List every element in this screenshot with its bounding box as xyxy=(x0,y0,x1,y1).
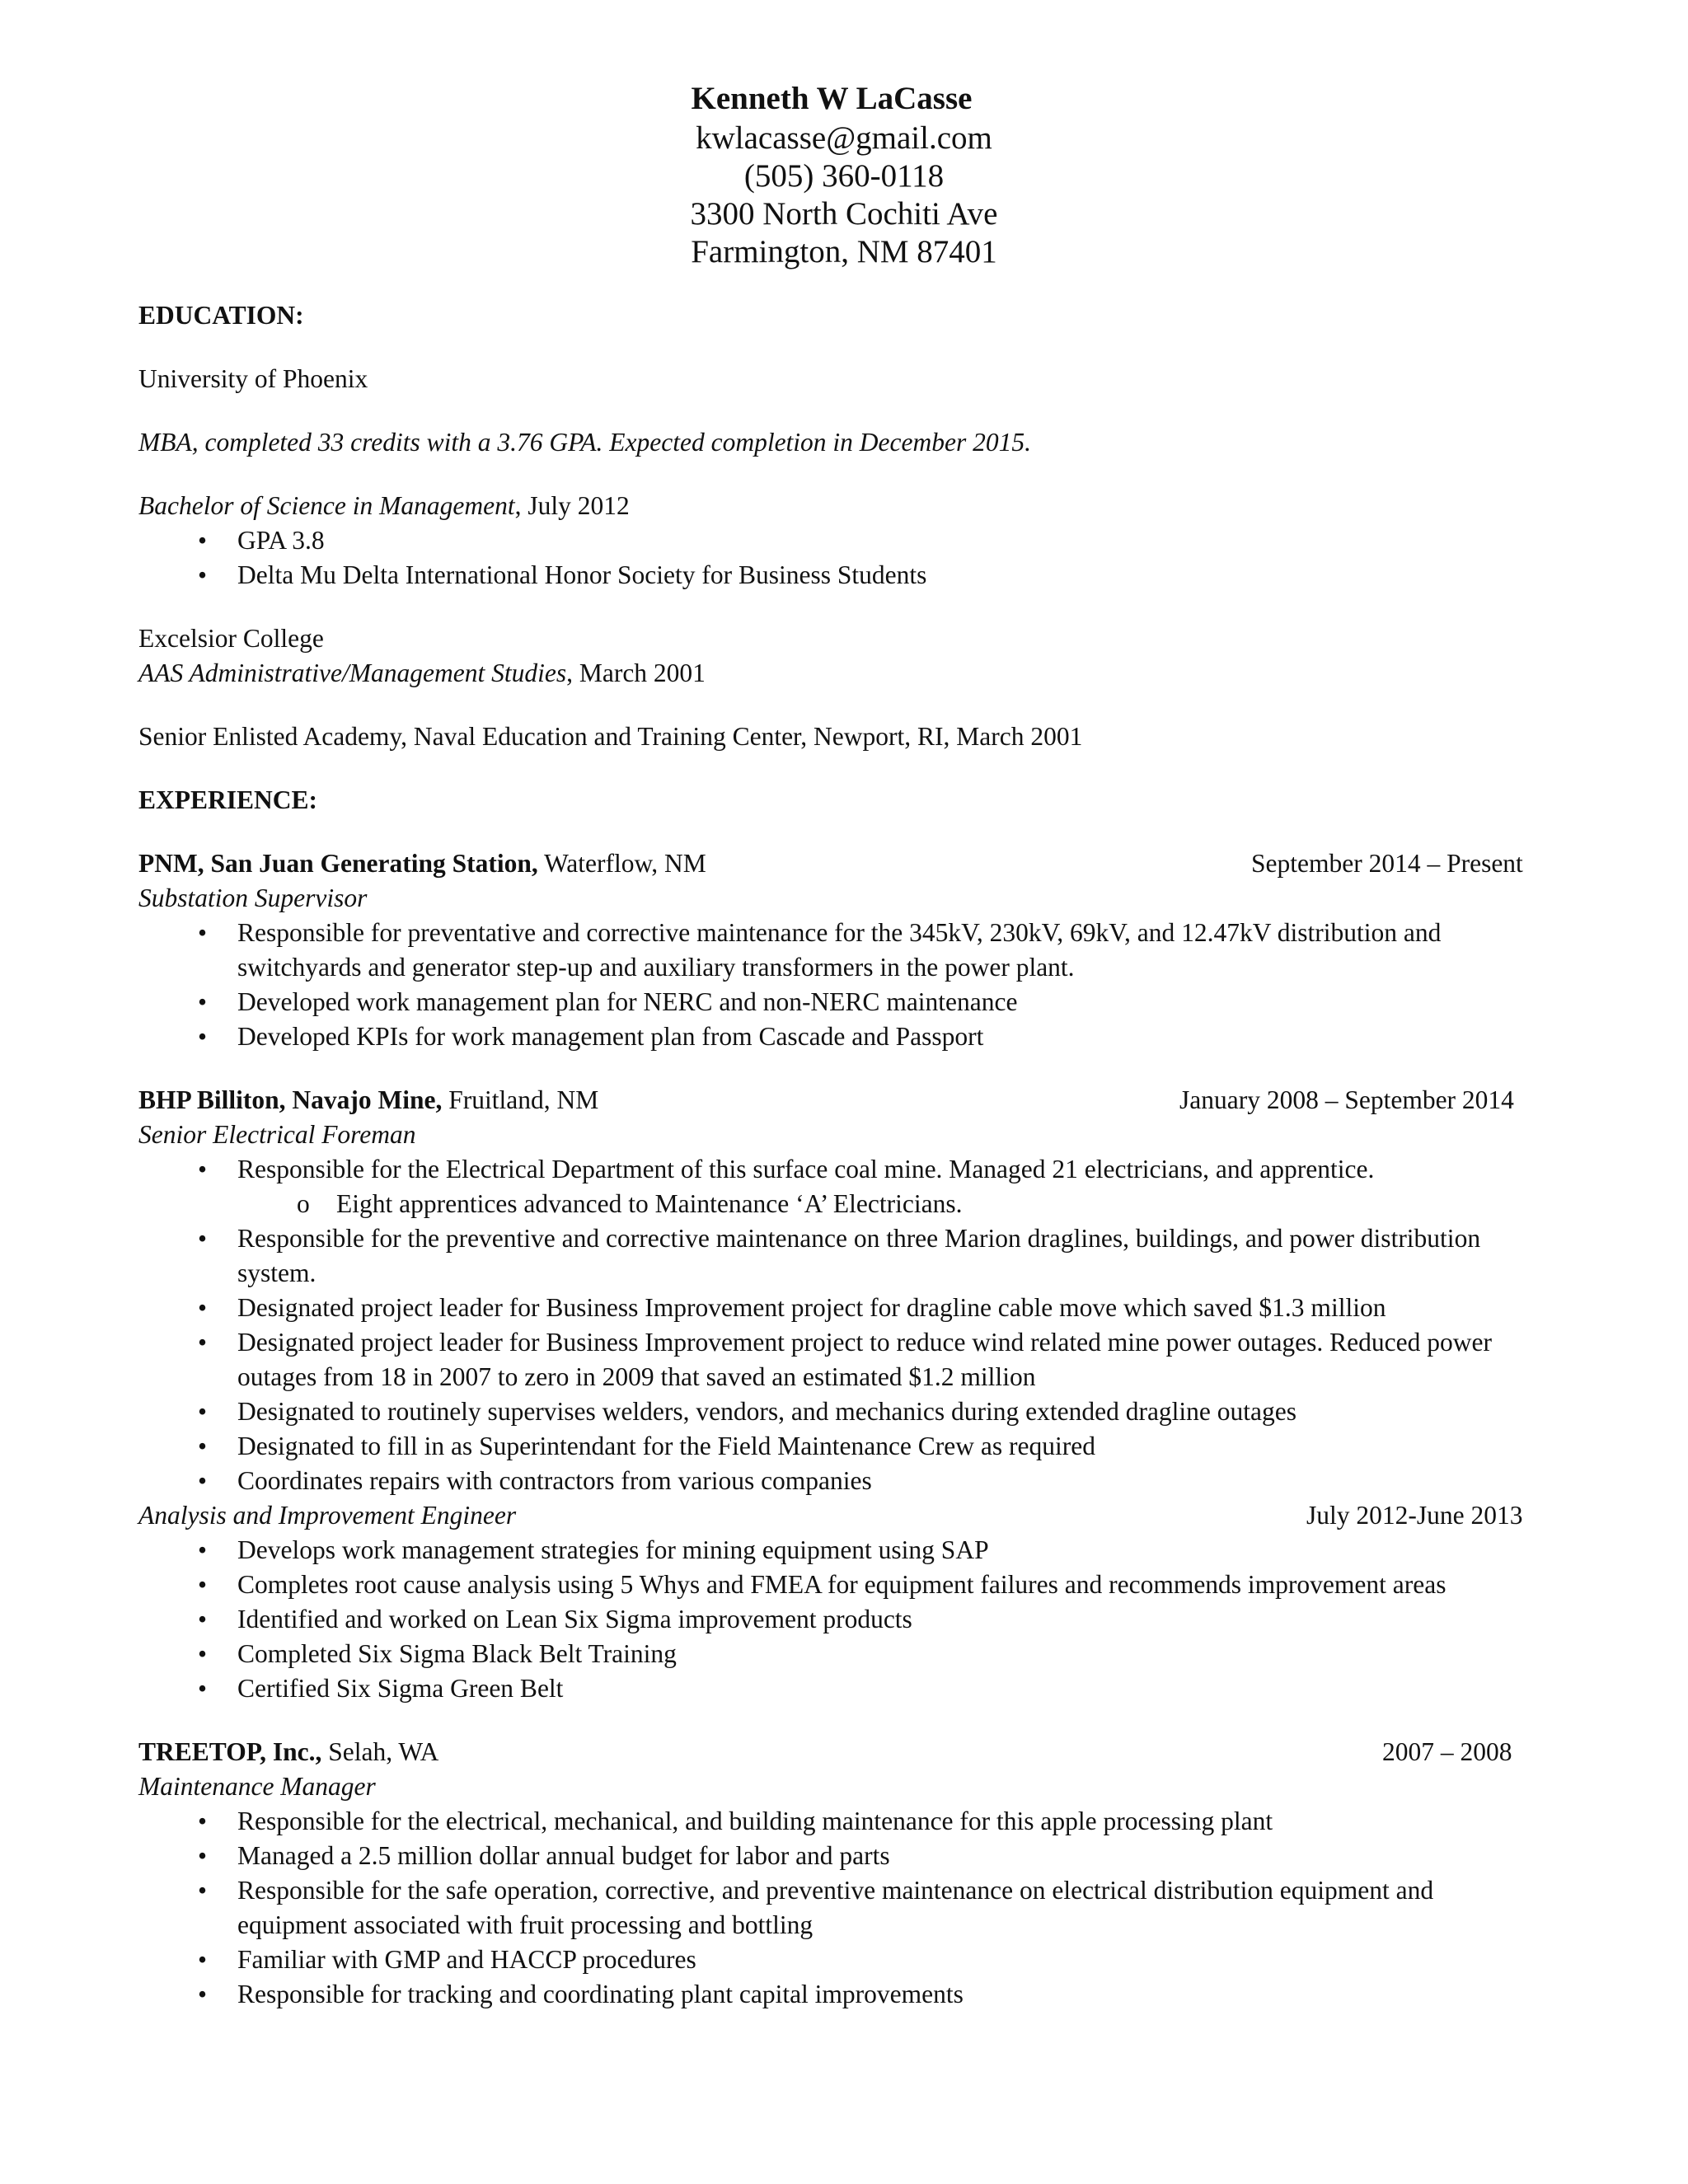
bhp-employer: BHP Billiton, Navajo Mine, xyxy=(138,1085,443,1114)
bhp-bullets xyxy=(138,1152,1540,1498)
list-item: • Completes root cause analysis using 5 Whys and FMEA for equipment failures and recommends improvement areas xyxy=(138,1568,1540,1602)
list-item: • Developed KPIs for work management plan from Cascade and Passport xyxy=(138,1019,1540,1054)
list-item: • Certified Six Sigma Green Belt xyxy=(138,1671,1540,1706)
sub-list-item: o Eight apprentices advanced to Maintenance ‘A’ Electricians. xyxy=(138,1187,1540,1221)
list-item: • GPA 3.8 xyxy=(138,523,1540,558)
bs-degree-line xyxy=(138,489,1540,523)
mba-line: MBA, completed 33 credits with a 3.76 GPA. Expected completion in December 2015. xyxy=(138,428,1031,457)
city-state-zip: Farmington, NM 87401 xyxy=(691,234,997,269)
bs-bullets xyxy=(138,523,1540,593)
treetop-bullets xyxy=(138,1804,1540,2012)
education-heading: EDUCATION: xyxy=(138,301,304,330)
bhp-dates: January 2008 – September 2014 xyxy=(1179,1085,1514,1114)
list-item: • Identified and worked on Lean Six Sigma improvement products xyxy=(138,1602,1540,1637)
candidate-name: Kenneth W LaCasse xyxy=(691,81,973,116)
treetop-title: Maintenance Manager xyxy=(138,1772,376,1801)
pnm-employer: PNM, San Juan Generating Station, xyxy=(138,849,538,878)
bhp-title: Senior Electrical Foreman xyxy=(138,1120,416,1149)
phone-number: (505) 360-0118 xyxy=(743,158,945,194)
list-item: • Responsible for tracking and coordinating plant capital improvements xyxy=(138,1977,1540,2012)
list-item: • Responsible for the Electrical Department of this surface coal mine. Managed 21 electricians, and apprentice. xyxy=(138,1152,1540,1187)
list-item: • Coordinates repairs with contractors from various companies xyxy=(138,1464,1540,1498)
resume-body xyxy=(138,298,1540,2012)
list-item: • Developed work management plan for NERC and non-NERC maintenance xyxy=(138,985,1540,1019)
experience-heading: EXPERIENCE: xyxy=(138,785,318,814)
pnm-location: Waterflow, NM xyxy=(537,849,706,878)
treetop-employer: TREETOP, Inc., xyxy=(138,1737,322,1766)
list-item: • Completed Six Sigma Black Belt Training xyxy=(138,1637,1540,1671)
bhp-location: Fruitland, NM xyxy=(442,1085,599,1114)
list-item: • Designated project leader for Business Improvement project to reduce wind related mine power outages. Reduced power outages from 18 in 2007 to zero in 2009 that saved an estimated $1.2 million xyxy=(138,1325,1540,1394)
email-address: kwlacasse@gmail.com xyxy=(696,120,992,156)
pnm-title: Substation Supervisor xyxy=(138,883,368,912)
street-address: 3300 North Cochiti Ave xyxy=(690,196,998,232)
list-item: • Managed a 2.5 million dollar annual budget for labor and parts xyxy=(138,1839,1540,1873)
bhp-bullets2 xyxy=(138,1533,1540,1706)
bs-date: , July 2012 xyxy=(514,491,630,520)
treetop-location: Selah, WA xyxy=(321,1737,439,1766)
aas-date: , March 2001 xyxy=(566,658,706,687)
list-item: • Responsible for the preventive and corrective maintenance on three Marion draglines, buildings, and power distribution system. xyxy=(138,1221,1540,1291)
list-item: • Develops work management strategies for mining equipment using SAP xyxy=(138,1533,1540,1568)
aas-degree-line xyxy=(138,656,1540,691)
list-item: • Designated to routinely supervises welders, vendors, and mechanics during extended dragline outages xyxy=(138,1394,1540,1429)
treetop-employer-row xyxy=(138,1735,1540,1769)
bs-degree: Bachelor of Science in Management xyxy=(138,491,515,520)
bhp-employer-row xyxy=(138,1083,1540,1118)
list-item: • Designated project leader for Business Improvement project for dragline cable move which saved $1.3 million xyxy=(138,1291,1540,1325)
list-item: • Responsible for preventative and corrective maintenance for the 345kV, 230kV, 69kV, and 12.47kV distribution and switchyards and generator step-up and auxiliary transformers in the power plant. xyxy=(138,916,1540,985)
list-item: • Responsible for the electrical, mechanical, and building maintenance for this apple processing plant xyxy=(138,1804,1540,1839)
uop-school: University of Phoenix xyxy=(138,364,368,393)
list-item: • Responsible for the safe operation, corrective, and preventive maintenance on electrical distribution equipment and equipment associated with fruit processing and bottling xyxy=(138,1873,1540,1943)
list-item: • Familiar with GMP and HACCP procedures xyxy=(138,1943,1540,1977)
treetop-dates: 2007 – 2008 xyxy=(1382,1737,1512,1766)
contact-header xyxy=(0,78,1688,271)
pnm-employer-row xyxy=(138,846,1540,881)
bhp-title2-row xyxy=(138,1498,1540,1533)
list-item: • Delta Mu Delta International Honor Society for Business Students xyxy=(138,558,1540,593)
bhp-dates2: July 2012-June 2013 xyxy=(1306,1501,1523,1530)
excelsior-school: Excelsior College xyxy=(138,624,324,653)
navy-academy-line: Senior Enlisted Academy, Naval Education and Training Center, Newport, RI, March 2001 xyxy=(138,722,1083,751)
list-item: • Designated to fill in as Superintendant for the Field Maintenance Crew as required xyxy=(138,1429,1540,1464)
bhp-title2: Analysis and Improvement Engineer xyxy=(138,1501,517,1530)
pnm-bullets xyxy=(138,916,1540,1054)
aas-degree: AAS Administrative/Management Studies xyxy=(138,658,567,687)
pnm-dates: September 2014 – Present xyxy=(1251,849,1523,878)
